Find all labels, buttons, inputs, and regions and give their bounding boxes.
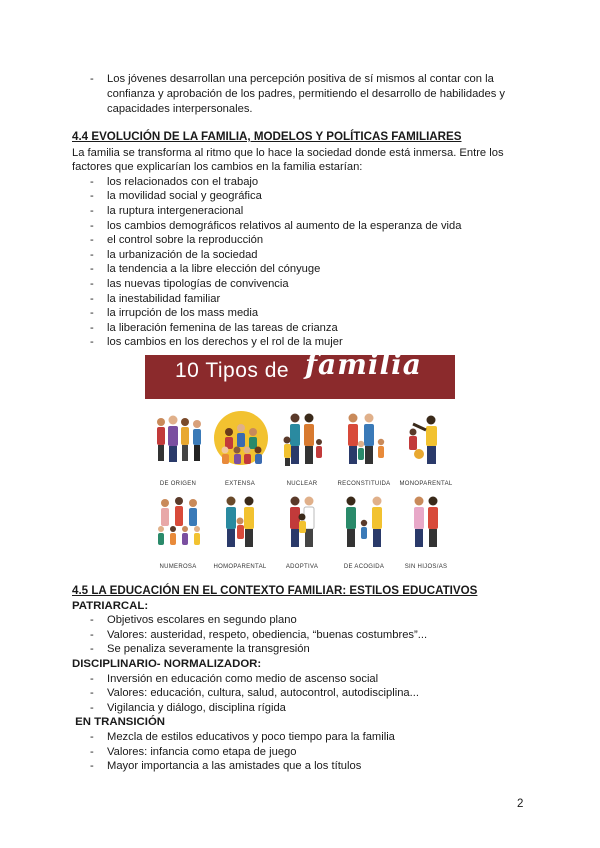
list-item: - Los jóvenes desarrollan una percepción positiva de sí mismos al contar con la confianza y aprobación de los padres, permitiendo el desarrollo de habilidades y capacidades interpersonales. xyxy=(72,72,532,117)
list-item: - la urbanización de la sociedad xyxy=(72,248,532,263)
style-list-disciplinario xyxy=(72,672,532,716)
family-label: DE ORIGEN xyxy=(159,481,197,487)
adoptive-family-icon xyxy=(271,493,333,573)
list-item: - Mayor importancia a las amistades que a los títulos xyxy=(72,759,532,774)
list-item: - Valores: infancia como etapa de juego xyxy=(72,745,532,760)
style-list-transicion xyxy=(72,730,532,774)
list-item: - Se penaliza severamente la transgresión xyxy=(72,642,532,657)
list-item: - Valores: educación, cultura, salud, autocontrol, autodisciplina... xyxy=(72,686,532,701)
family-label: NUCLEAR xyxy=(286,481,318,487)
list-item: - la liberación femenina de las tareas de crianza xyxy=(72,321,532,336)
family-label: MONOPARENTAL xyxy=(399,481,453,487)
list-item: - los relacionados con el trabajo xyxy=(72,175,532,190)
section-paragraph: La familia se transforma al ritmo que lo hace la sociedad donde está inmersa. Entre los factores que explicarían los cambios en la familia estarían: xyxy=(72,146,504,174)
list-item: - la tendencia a la libre elección del cónyuge xyxy=(72,262,532,277)
list-item: - las nuevas tipologías de convivencia xyxy=(72,277,532,292)
family-label: ADOPTIVA xyxy=(285,564,319,570)
family-label: NUMEROSA xyxy=(159,564,197,570)
list-item: - Vigilancia y diálogo, disciplina rígida xyxy=(72,701,532,716)
nuclear-family-icon xyxy=(271,410,333,490)
same-sex-parent-family-icon xyxy=(209,493,271,573)
reconstituted-family-icon xyxy=(333,410,395,490)
section-heading: 4.5 LA EDUCACIÓN EN EL CONTEXTO FAMILIAR: ESTILOS EDUCATIVOS xyxy=(72,584,478,597)
large-family-icon xyxy=(147,493,209,573)
list-item: - la movilidad social y geográfica xyxy=(72,189,532,204)
section-4-5 xyxy=(72,584,532,774)
style-title-patriarcal: PATRIARCAL: xyxy=(72,599,149,612)
family-label: HOMOPARENTAL xyxy=(213,564,267,570)
intro-section xyxy=(72,72,532,117)
list-item: - los cambios demográficos relativos al aumento de la esperanza de vida xyxy=(72,219,532,234)
infographic-banner xyxy=(145,348,455,399)
page-number: 2 xyxy=(517,798,524,810)
list-item: - la inestabilidad familiar xyxy=(72,292,532,307)
list-item: - los cambios en los derechos y el rol de la mujer xyxy=(72,335,532,350)
extended-family-icon xyxy=(209,410,271,490)
intro-list xyxy=(72,72,532,117)
list-item: - Objetivos escolares en segundo plano xyxy=(72,613,532,628)
section-4-4 xyxy=(72,130,532,350)
list-item: - Valores: austeridad, respeto, obediencia, “buenas costumbres”... xyxy=(72,628,532,643)
list-item: - Inversión en educación como medio de ascenso social xyxy=(72,672,532,687)
childless-family-icon xyxy=(395,493,457,573)
family-label: RECONSTITUIDA xyxy=(337,481,391,487)
single-parent-family-icon xyxy=(395,410,457,490)
list-item: - la irrupción de los mass media xyxy=(72,306,532,321)
banner-title-right: familia xyxy=(305,348,422,381)
family-of-origin-icon xyxy=(147,410,209,490)
list-item: - la ruptura intergeneracional xyxy=(72,204,532,219)
foster-family-icon xyxy=(333,493,395,573)
style-list-patriarcal xyxy=(72,613,532,657)
list-item: - Mezcla de estilos educativos y poco tiempo para la familia xyxy=(72,730,532,745)
list-item: - el control sobre la reproducción xyxy=(72,233,532,248)
family-label: DE ACOGIDA xyxy=(343,564,385,570)
family-label: SIN HIJOS/AS xyxy=(404,564,448,570)
style-title-transicion: EN TRANSICIÓN xyxy=(72,716,166,729)
style-title-disciplinario: DISCIPLINARIO- NORMALIZADOR: xyxy=(72,657,262,670)
factors-list xyxy=(72,175,532,350)
family-types-infographic xyxy=(145,348,455,570)
section-heading: 4.4 EVOLUCIÓN DE LA FAMILIA, MODELOS Y POLÍTICAS FAMILIARES xyxy=(72,130,462,143)
family-label: EXTENSA xyxy=(224,481,256,487)
banner-title-left: 10 Tipos de xyxy=(175,359,290,382)
